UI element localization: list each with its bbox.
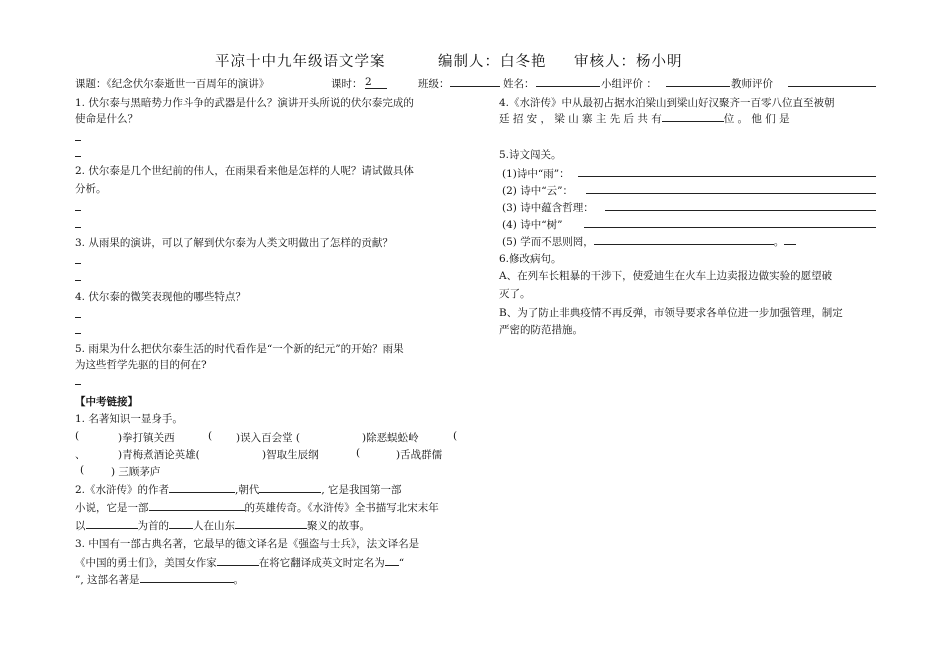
poetry-answer-4[interactable] xyxy=(584,217,876,228)
teacher-eval-label: 教师评价 xyxy=(731,78,773,90)
answer-mark xyxy=(75,227,81,228)
question-5-line-1: 5. 雨果为什么把伏尔泰生活的时代看作是“一个新的纪元”的开始？雨果 xyxy=(75,343,404,355)
text-segment: (5) 学而不思则罔， xyxy=(502,236,594,248)
topic-label: 课题：《纪念伏尔泰逝世一百周年的演讲》 xyxy=(75,78,270,90)
author-blank[interactable] xyxy=(169,482,235,493)
subquestion-3-line-2 xyxy=(75,555,404,570)
novel-item: )拳打镇关西 xyxy=(118,432,175,444)
question-1-line-2: 使命是什么？ xyxy=(75,113,138,125)
translator-blank[interactable] xyxy=(217,555,259,566)
name-label: 姓名： xyxy=(503,78,535,90)
count-blank[interactable] xyxy=(169,518,193,529)
question-4: 4. 伏尔泰的微笑表现他的哪些特点？ xyxy=(75,291,246,303)
answer-mark xyxy=(75,333,81,334)
text-segment: 人在山东 xyxy=(193,520,235,532)
text-segment: 小说，它是一部 xyxy=(75,502,149,514)
answer-mark xyxy=(75,263,81,264)
group-eval-label: 小组评价 ： xyxy=(601,78,657,90)
answer-mark xyxy=(75,156,81,157)
group-eval-field[interactable] xyxy=(666,76,730,87)
right-question-4-line-1: 4.《水浒传》中从最初占据水泊梁山到梁山好汉聚齐一百零八位直至被朝 xyxy=(499,97,835,109)
novel-item: )青梅煮酒论英雄( xyxy=(118,449,200,461)
subquestion-2-line-3 xyxy=(75,518,370,533)
genre-blank[interactable] xyxy=(149,500,245,511)
answer-mark xyxy=(75,317,81,318)
section-heading: 【中考链接】 xyxy=(75,396,138,408)
subquestion-3-line-1: 3. 中国有一部古典名著，它最早的德文译名是《强盗与士兵》，法文译名是 xyxy=(75,538,420,550)
poetry-item-4: (4) 诗中“树” xyxy=(502,219,563,231)
text-segment: ,朝代 xyxy=(235,484,260,496)
text-segment: , 它是我国第一部 xyxy=(321,484,402,496)
subquestion-2-line-2 xyxy=(75,500,439,515)
text-segment: 聚义的故事。 xyxy=(307,520,370,532)
poetry-item-3: (3) 诗中蕴含哲理： xyxy=(502,202,594,214)
text-segment: 《中国的勇士们》，美国女作家 xyxy=(75,557,217,569)
page-title: 平凉十中九年级语文学案 xyxy=(215,54,386,70)
subquestion-3-line-3 xyxy=(75,572,244,587)
english-title-blank[interactable] xyxy=(385,555,399,566)
text-segment: 。 xyxy=(773,236,785,248)
text-segment: 在将它翻译成英文时定名为 xyxy=(258,557,385,569)
dynasty-blank[interactable] xyxy=(259,482,321,493)
period-value: 2 xyxy=(365,76,372,88)
answer-mark xyxy=(75,384,81,385)
question-2-line-1: 2. 伏尔泰是几个世纪前的伟人，在雨果看来他是怎样的人呢？请试做具体 xyxy=(75,165,414,177)
poetry-answer-1[interactable] xyxy=(578,166,876,177)
poetry-answer-5-tail[interactable] xyxy=(784,234,796,245)
poetry-answer-3[interactable] xyxy=(605,200,876,211)
leader-blank[interactable] xyxy=(86,518,138,529)
answer-mark xyxy=(75,140,81,141)
question-3: 3. 从雨果的演讲，可以了解到伏尔泰为人类文明做出了怎样的贡献？ xyxy=(75,237,393,249)
separator-mark: 、 xyxy=(75,449,86,461)
poetry-item-5 xyxy=(502,234,796,249)
period-field[interactable] xyxy=(365,76,387,89)
text-segment: 以 xyxy=(75,520,86,532)
text-segment: 为首的 xyxy=(137,520,169,532)
class-label: 班级： xyxy=(418,78,450,90)
text-segment: 。 xyxy=(233,574,245,586)
blank-open: ( xyxy=(453,430,458,442)
text-segment: 位 。 他 们 是 xyxy=(723,113,790,125)
poetry-answer-2[interactable] xyxy=(586,183,876,194)
blank-open: ( xyxy=(80,464,85,476)
place-blank[interactable] xyxy=(235,518,307,529)
answer-mark xyxy=(75,280,81,281)
blank-open: ( xyxy=(356,447,361,459)
novel-item: ) 三顾茅庐 xyxy=(111,466,161,478)
sentence-b-line-1: B、为了防止非典疫情不再反弹，市领导要求各单位进一步加强管理，制定 xyxy=(499,307,843,319)
reviewer-name: 审核人：杨小明 xyxy=(574,54,683,70)
class-field[interactable] xyxy=(450,76,500,87)
name-field[interactable] xyxy=(536,76,600,87)
blank-open: ( xyxy=(75,430,80,442)
text-segment: 2.《水浒传》的作者 xyxy=(75,484,170,496)
fix-sentence-heading: 6.修改病句。 xyxy=(499,253,562,265)
blank-open: ( xyxy=(208,430,213,442)
poetry-item-2: (2) 诗中“云”： xyxy=(502,185,573,197)
novel-item: )除恶蜈蚣岭 xyxy=(362,432,419,444)
text-segment: “ xyxy=(398,557,405,569)
poetry-heading: 5.诗文闯关。 xyxy=(499,149,562,161)
novel-item: )智取生辰纲 xyxy=(262,449,319,461)
editor-name: 编制人：白冬艳 xyxy=(438,54,547,70)
novel-item: )舌战群儒 xyxy=(396,449,443,461)
text-segment: ”, 这部名著是 xyxy=(75,574,140,586)
sentence-a-line-1: A、在列车长粗暴的干涉下，使爱迪生在火车上边卖报边做实验的愿望破 xyxy=(499,270,833,282)
poetry-item-1: (1)诗中“雨”： xyxy=(502,168,570,180)
question-1-line-1: 1. 伏尔泰与黑暗势力作斗争的武器是什么？演讲开头所说的伏尔泰完成的 xyxy=(75,97,414,109)
period-label: 课时： xyxy=(331,78,363,90)
question-2-line-2: 分析。 xyxy=(75,183,107,195)
right-question-4-line-2 xyxy=(499,111,790,126)
teacher-eval-field[interactable] xyxy=(788,76,876,87)
answer-mark xyxy=(75,210,81,211)
text-segment: 廷 招 安 ， 梁 山 寨 主 先 后 共 有 xyxy=(499,113,662,125)
novel-item: )误入百会堂 ( xyxy=(236,432,301,444)
sentence-a-line-2: 灭了。 xyxy=(499,288,531,300)
question-5-line-2: 为这些哲学先驱的目的何在? xyxy=(75,359,207,371)
leader-count-blank[interactable] xyxy=(662,111,724,122)
text-segment: 的英雄传奇。《水浒传》全书描写北宋末年 xyxy=(244,502,439,514)
sentence-b-line-2: 严密的防范措施。 xyxy=(499,324,583,336)
subquestion-1: 1. 名著知识一显身手。 xyxy=(75,413,183,425)
subquestion-2-line-1 xyxy=(75,482,402,497)
poetry-answer-5[interactable] xyxy=(594,234,774,245)
novel-name-blank[interactable] xyxy=(140,572,234,583)
